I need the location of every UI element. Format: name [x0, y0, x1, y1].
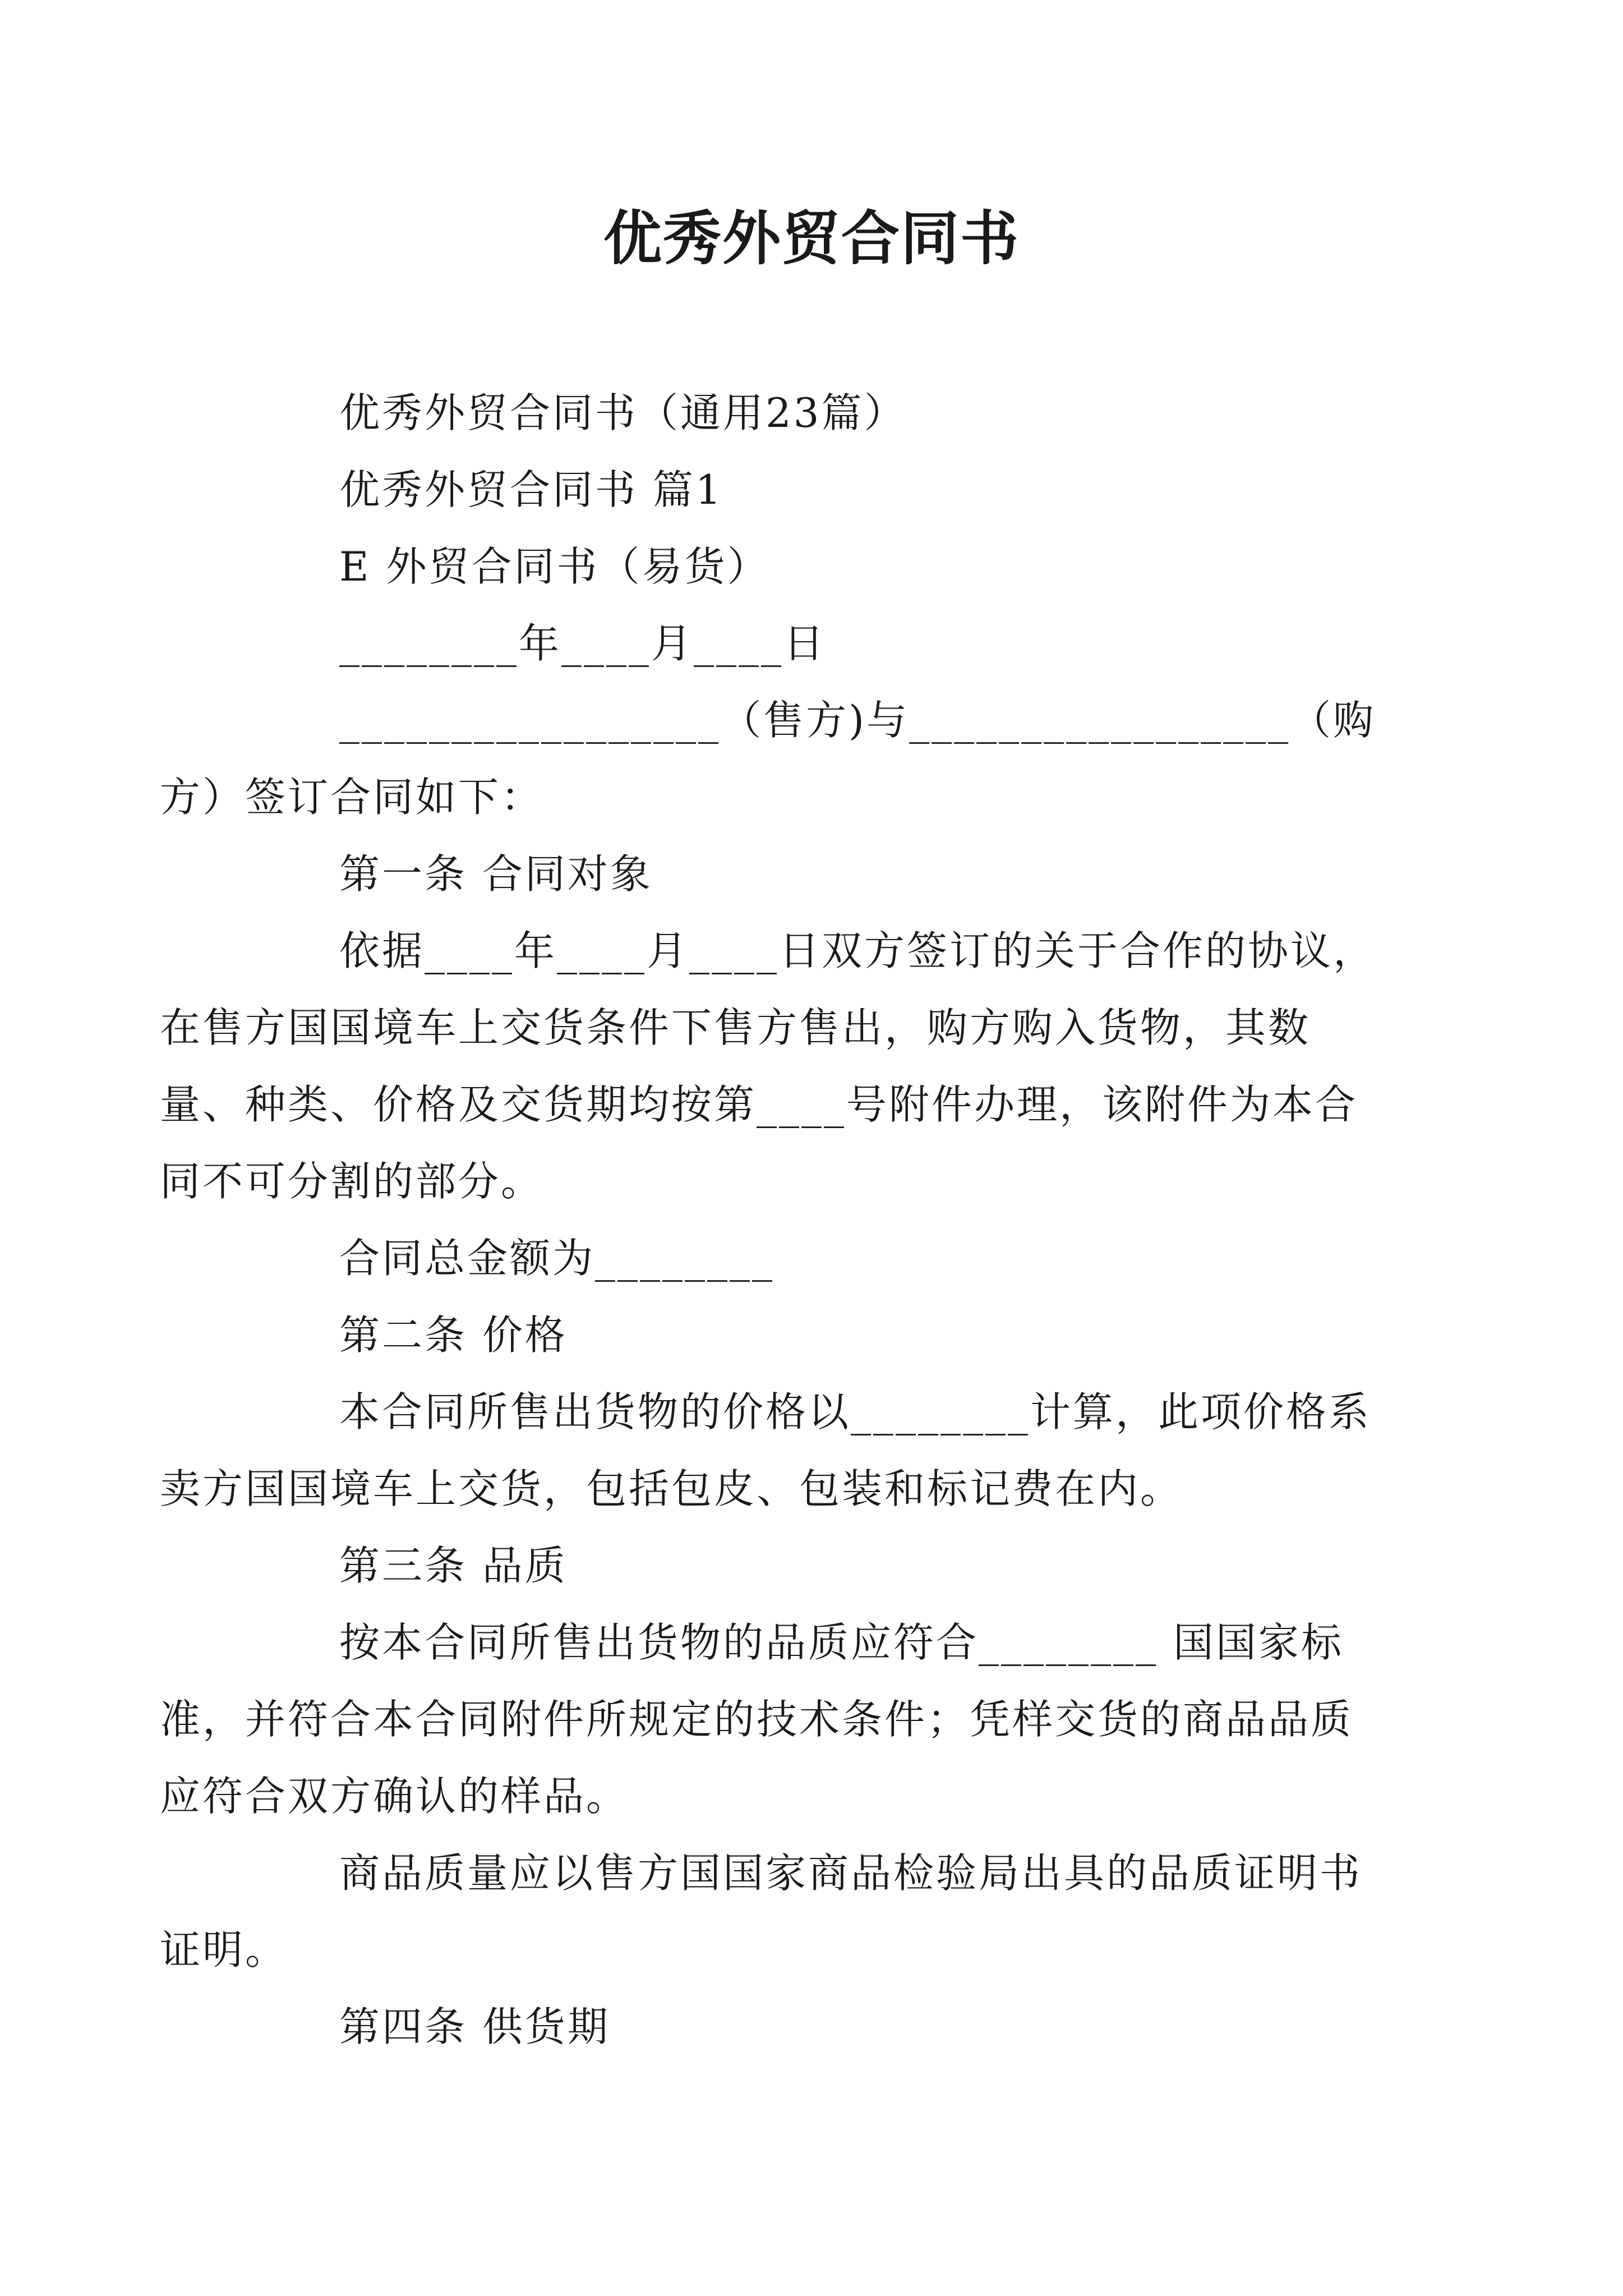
subtitle-paragraph: 优秀外贸合同书（通用23篇） — [339, 389, 907, 436]
article-2-paragraph: 本合同所售出货物的价格以________计算，此项价格系卖方国国境车上交货，包括包皮、包装和标记费在内。 — [160, 1388, 1372, 1512]
article-1-heading: 第一条 合同对象 — [339, 850, 653, 898]
chapter-heading: 优秀外贸合同书 篇1 — [339, 466, 723, 513]
document-body — [160, 375, 1388, 2065]
date-line: ________年____月____日 — [339, 620, 826, 667]
article-4-heading: 第四条 供货期 — [339, 2003, 610, 2050]
document-title: 优秀外贸合同书 — [603, 204, 1020, 273]
total-amount-line: 合同总金额为________ — [339, 1235, 775, 1282]
parties-paragraph: _________________（售方)与_________________（购方）签订合同如下： — [160, 697, 1376, 821]
article-1-paragraph: 依据____年____月____日双方签订的关于合作的协议，在售方国国境车上交货条件下售方售出，购方购入货物，其数量、种类、价格及交货期均按第____号附件办理，该附件为本合同不可分割的部分。 — [160, 927, 1376, 1205]
article-3-paragraph: 按本合同所售出货物的品质应符合________ 国国家标准，并符合本合同附件所规定的技术条件；凭样交货的商品品质应符合双方确认的样品。 — [160, 1619, 1354, 1820]
quality-certificate-paragraph: 商品质量应以售方国国家商品检验局出具的品质证明书证明。 — [160, 1849, 1363, 1973]
article-3-heading: 第三条 品质 — [339, 1542, 568, 1589]
article-2-heading: 第二条 价格 — [339, 1312, 568, 1359]
contract-type-heading: E 外贸合同书（易货） — [339, 543, 770, 590]
